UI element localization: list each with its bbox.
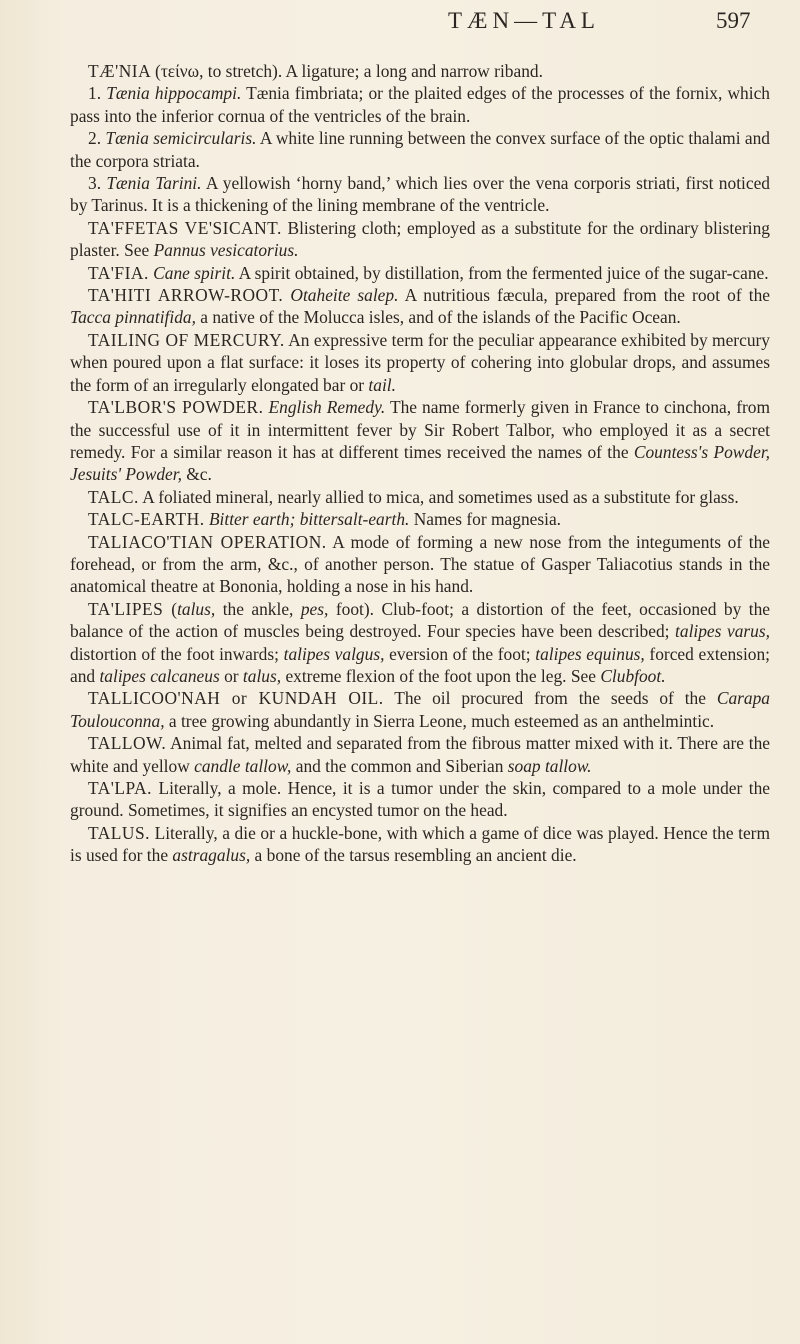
entry-italic-term: talipes varus, — [675, 621, 770, 642]
entry-text: (τείνω, to stretch). A ligature; a long and narrow riband. — [155, 61, 543, 81]
entry-text: a tree growing abundantly in Sierra Leone, much esteemed as an anthelmintic. — [164, 710, 715, 731]
dictionary-entry — [70, 822, 770, 867]
entry-text: Tænia fimbriata; or the plaited edges of the processes of the fornix, which pass into the inferior cornua of the ventricles of the brain. — [70, 83, 770, 126]
entry-headword: TA'LBOR'S POWDER. — [88, 397, 264, 418]
entry-text: The name formerly given in France to cinchona, from the successful use of it in intermittent fever by Sir Robert Talbor, who employed it as a secret remedy. For a similar reason it has at different times received the names of the — [70, 397, 770, 462]
entry-text: Literally, a mole. Hence, it is a tumor under the skin, compared to a mole under the ground. Sometimes, it signifies an encysted tumor on the head. — [70, 778, 770, 821]
entry-text: extreme flexion of the foot upon the leg. See — [281, 665, 601, 686]
entry-italic-term: talipes calcaneus — [99, 665, 220, 686]
entry-italic-term: Bitter earth; bittersalt-earth. — [208, 509, 410, 530]
entry-text: Animal fat, melted and separated from the fibrous matter mixed with it. There are the white and yellow — [70, 733, 770, 776]
entry-italic-term: Tænia semicircularis. — [105, 128, 257, 149]
dictionary-entry — [70, 687, 770, 732]
entry-text: A spirit obtained, by distillation, from the fermented juice of the sugar-cane. — [235, 262, 769, 283]
entry-text: Blistering cloth; employed as a substitute for the ordinary blistering plaster. See — [70, 217, 770, 261]
entry-italic-term: Carapa Toulouconna, — [70, 688, 770, 731]
entry-text: A yellowish ‘horny band,’ which lies over the vena corporis striati, first noticed by Tarinus. It is a thickening of the lining membrane of the ventricle. — [70, 173, 770, 216]
entry-text: forced extension; and — [70, 643, 770, 686]
entry-text: The oil procured from the seeds of the — [383, 688, 717, 709]
entry-headword: TALC-EARTH. — [88, 509, 205, 530]
entry-headword: TAILING OF MERCURY. — [88, 329, 285, 350]
dictionary-entry — [70, 486, 770, 508]
dictionary-entry — [70, 217, 770, 262]
dictionary-entry — [70, 396, 770, 486]
entry-italic-term: Otaheite salep. — [290, 285, 399, 306]
entry-italic-term: talus, — [242, 665, 282, 686]
dictionary-entry — [70, 262, 770, 284]
entry-text: 3. — [88, 173, 107, 194]
entry-text: Literally, a die or a huckle-bone, with which a game of dice was played. Hence the term is used for the — [70, 822, 770, 866]
entry-headword: TA'LPA. — [88, 778, 153, 798]
dictionary-entry — [70, 777, 770, 822]
entry-italic-term: astragalus, — [172, 845, 251, 866]
entry-text: 1. — [88, 83, 107, 104]
entry-text: or — [219, 665, 243, 686]
entry-text: 2. — [88, 128, 106, 149]
entry-text: a native of the Molucca isles, and of the islands of the Pacific Ocean. — [195, 307, 681, 328]
dictionary-entries — [70, 60, 770, 867]
entry-text: Names for magnesia. — [409, 509, 562, 530]
entry-headword: TA'HITI ARROW-ROOT. — [88, 285, 284, 306]
entry-italic-term: Countess's Powder, Jesuits' Powder, — [70, 441, 771, 485]
entry-italic-term: Tænia hippocampi. — [106, 83, 242, 104]
entry-italic-term: soap tallow. — [507, 755, 592, 776]
entry-text: the ankle, — [215, 598, 301, 619]
dictionary-entry — [70, 172, 770, 217]
entry-italic-term: tail. — [368, 374, 396, 395]
entry-headword: TALC. — [88, 486, 139, 507]
entry-headword: TALLICOO'NAH or KUNDAH OIL. — [88, 688, 384, 709]
dictionary-entry — [70, 127, 770, 172]
entry-headword: TALUS. — [88, 822, 150, 843]
entry-italic-term: Pannus vesicatorius. — [153, 240, 299, 261]
entry-italic-term: Cane spirit. — [153, 262, 236, 283]
entry-italic-term: talus, — [177, 598, 216, 619]
entry-italic-term: Tænia Tarini. — [106, 173, 202, 194]
dictionary-entry — [70, 598, 770, 688]
entry-italic-term: pes, — [300, 598, 329, 619]
entry-text: a bone of the tarsus resembling an ancient die. — [250, 845, 577, 866]
dictionary-entry — [70, 732, 770, 777]
page-number: 597 — [716, 8, 751, 33]
entry-headword: TÆ'NIA — [88, 61, 156, 81]
dictionary-entry — [70, 531, 770, 598]
entry-italic-term: English Remedy. — [268, 397, 386, 418]
entry-text: foot). Club-foot; a distortion of the feet, occasioned by the balance of the action of muscles being destroyed. Four species have been described; — [70, 598, 770, 642]
running-head: TÆN—TAL — [448, 8, 600, 33]
dictionary-entry — [70, 60, 770, 82]
entry-italic-term: candle tallow, — [194, 755, 292, 776]
entry-text: ( — [171, 598, 178, 619]
dictionary-entry — [70, 508, 770, 530]
entry-headword: TALIACO'TIAN OPERATION. — [88, 531, 327, 552]
entry-italic-term: talipes valgus, — [283, 643, 385, 664]
entry-text: A nutritious fæcula, prepared from the root of the — [398, 285, 770, 306]
entry-headword: TA'LIPES — [88, 598, 172, 619]
entry-italic-term: Tacca pinnatifida, — [70, 307, 196, 328]
dictionary-entry — [70, 284, 770, 329]
entry-text: A mode of forming a new nose from the integuments of the forehead, or from the arm, &c., of another person. The statue of Gasper Taliacotius stands in the anatomical theatre at Bononia, holding a nose in his hand. — [70, 531, 770, 597]
entry-text: &c. — [181, 464, 212, 485]
entry-headword: TA'FIA. — [88, 262, 149, 283]
page-header — [0, 8, 800, 38]
entry-text: A white line running between the convex surface of the optic thalami and the corpora striata. — [70, 128, 770, 171]
dictionary-entry — [70, 82, 770, 127]
entry-text: distortion of the foot inwards; — [70, 643, 284, 664]
entry-italic-term: Clubfoot. — [600, 665, 666, 686]
entry-text: An expressive term for the peculiar appearance exhibited by mercury when poured upon a flat surface: it loses its property of cohering into globular drops, and assumes the form of an irregularly elongated bar or — [70, 329, 770, 395]
entry-text: eversion of the foot; — [384, 643, 536, 664]
entry-italic-term: talipes equinus, — [535, 643, 645, 664]
dictionary-entry — [70, 329, 770, 396]
entry-text: A foliated mineral, nearly allied to mica, and sometimes used as a substitute for glass. — [138, 486, 739, 507]
entry-headword: TA'FFETAS VE'SICANT. — [88, 217, 282, 238]
entry-text: and the common and Siberian — [291, 755, 508, 776]
entry-headword: TALLOW. — [88, 733, 167, 754]
